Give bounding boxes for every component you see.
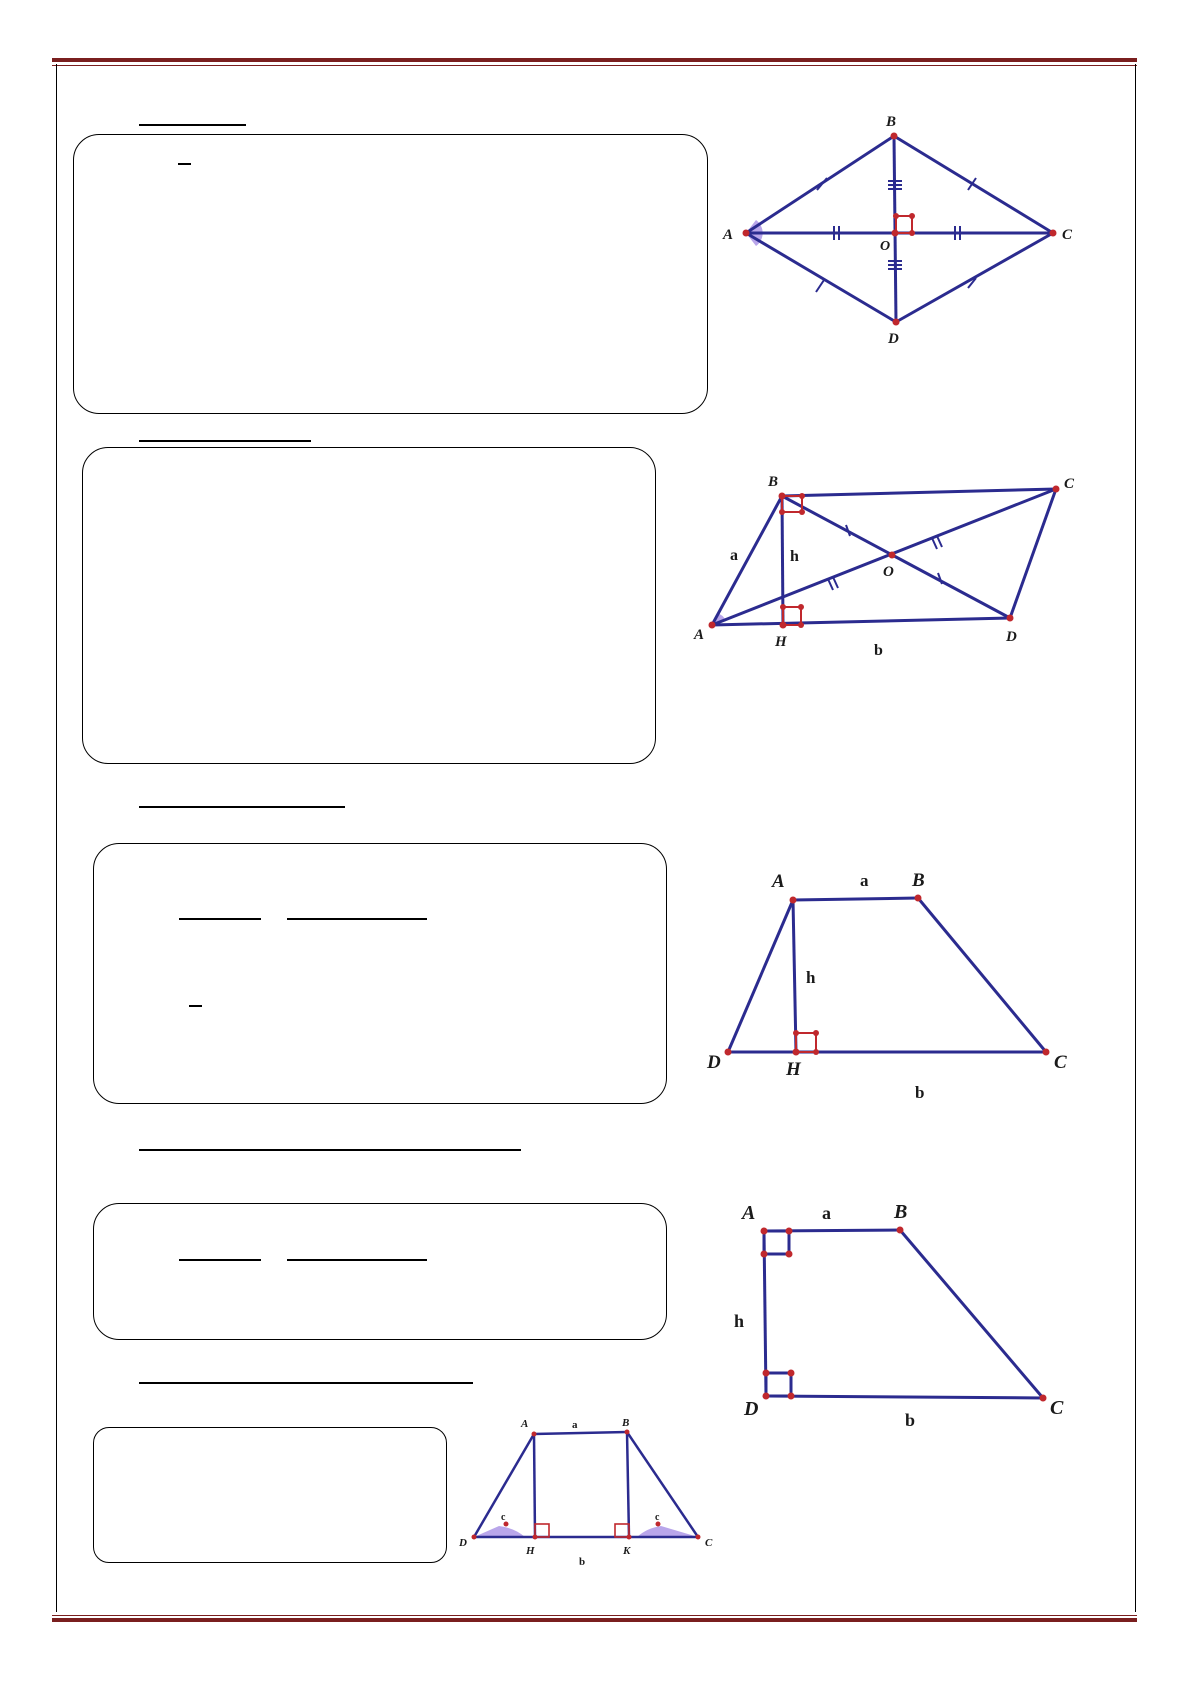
trapezoid-label-b: B bbox=[912, 870, 925, 891]
rhombus-label-a: A bbox=[723, 227, 734, 243]
section-3-box bbox=[93, 843, 667, 1104]
parallelogram-side-a: a bbox=[730, 547, 738, 564]
parallelogram-figure bbox=[690, 470, 1090, 670]
section-4-box bbox=[93, 1203, 667, 1340]
right-trapezoid-label-a: A bbox=[742, 1202, 756, 1224]
isosceles-angle-c-left: c bbox=[501, 1512, 506, 1523]
fraction-bar bbox=[178, 163, 191, 165]
isosceles-label-h: H bbox=[526, 1545, 535, 1557]
footer-rule-thin bbox=[52, 1615, 1137, 1616]
right-trapezoid-label-d: D bbox=[744, 1398, 759, 1420]
parallelogram-height-h: h bbox=[790, 548, 799, 565]
section-2-heading-underline bbox=[139, 440, 311, 442]
right-trapezoid-figure bbox=[730, 1195, 1090, 1435]
parallelogram-label-a: A bbox=[694, 627, 705, 643]
trapezoid-height-h: h bbox=[806, 968, 816, 987]
rhombus-label-o: O bbox=[880, 239, 891, 254]
right-trapezoid-side-b: b bbox=[905, 1410, 916, 1430]
isosceles-side-a: a bbox=[572, 1419, 578, 1431]
isosceles-label-d: D bbox=[459, 1537, 467, 1549]
parallelogram-label-h: H bbox=[775, 634, 787, 650]
rhombus-label-c: C bbox=[1062, 227, 1073, 243]
parallelogram-side-b: b bbox=[874, 642, 883, 659]
trapezoid-figure bbox=[700, 862, 1090, 1112]
section-5-heading-underline bbox=[139, 1382, 473, 1384]
footer-rule bbox=[52, 1618, 1137, 1622]
section-3-heading-underline bbox=[139, 806, 345, 808]
fraction-bar bbox=[179, 918, 261, 920]
right-trapezoid-side-a: a bbox=[822, 1203, 831, 1223]
header-rule bbox=[52, 58, 1137, 62]
isosceles-label-k: K bbox=[623, 1545, 631, 1557]
isosceles-label-a: A bbox=[521, 1418, 529, 1430]
section-5-box bbox=[93, 1427, 447, 1563]
parallelogram-label-c: C bbox=[1064, 476, 1075, 492]
right-trapezoid-label-c: C bbox=[1050, 1397, 1064, 1419]
trapezoid-side-a: a bbox=[860, 871, 869, 890]
parallelogram-label-o: O bbox=[883, 564, 894, 580]
section-2-box bbox=[82, 447, 656, 764]
section-1-heading-underline bbox=[139, 124, 246, 126]
trapezoid-label-a: A bbox=[772, 871, 785, 892]
rhombus-label-b: B bbox=[886, 114, 897, 130]
isosceles-angle-c-right: c bbox=[655, 1512, 660, 1523]
trapezoid-label-h: H bbox=[786, 1059, 801, 1080]
isosceles-label-c: C bbox=[705, 1537, 713, 1549]
isosceles-trapezoid-figure bbox=[455, 1410, 725, 1570]
isosceles-side-b: b bbox=[579, 1556, 586, 1568]
right-trapezoid-height-h: h bbox=[734, 1311, 745, 1331]
parallelogram-label-d: D bbox=[1006, 629, 1017, 645]
section-4-heading-underline bbox=[139, 1149, 521, 1151]
fraction-bar bbox=[287, 1259, 427, 1261]
fraction-bar bbox=[287, 918, 427, 920]
trapezoid-label-d: D bbox=[707, 1052, 721, 1073]
fraction-bar bbox=[179, 1259, 261, 1261]
right-trapezoid-label-b: B bbox=[894, 1201, 908, 1223]
parallelogram-label-b: B bbox=[768, 474, 779, 490]
trapezoid-side-b: b bbox=[915, 1083, 925, 1102]
isosceles-label-b: B bbox=[622, 1417, 630, 1429]
section-1-box bbox=[73, 134, 708, 414]
fraction-bar bbox=[189, 1005, 202, 1007]
rhombus-label-d: D bbox=[888, 331, 899, 347]
trapezoid-label-c: C bbox=[1054, 1052, 1067, 1073]
rhombus-figure bbox=[720, 108, 1080, 348]
